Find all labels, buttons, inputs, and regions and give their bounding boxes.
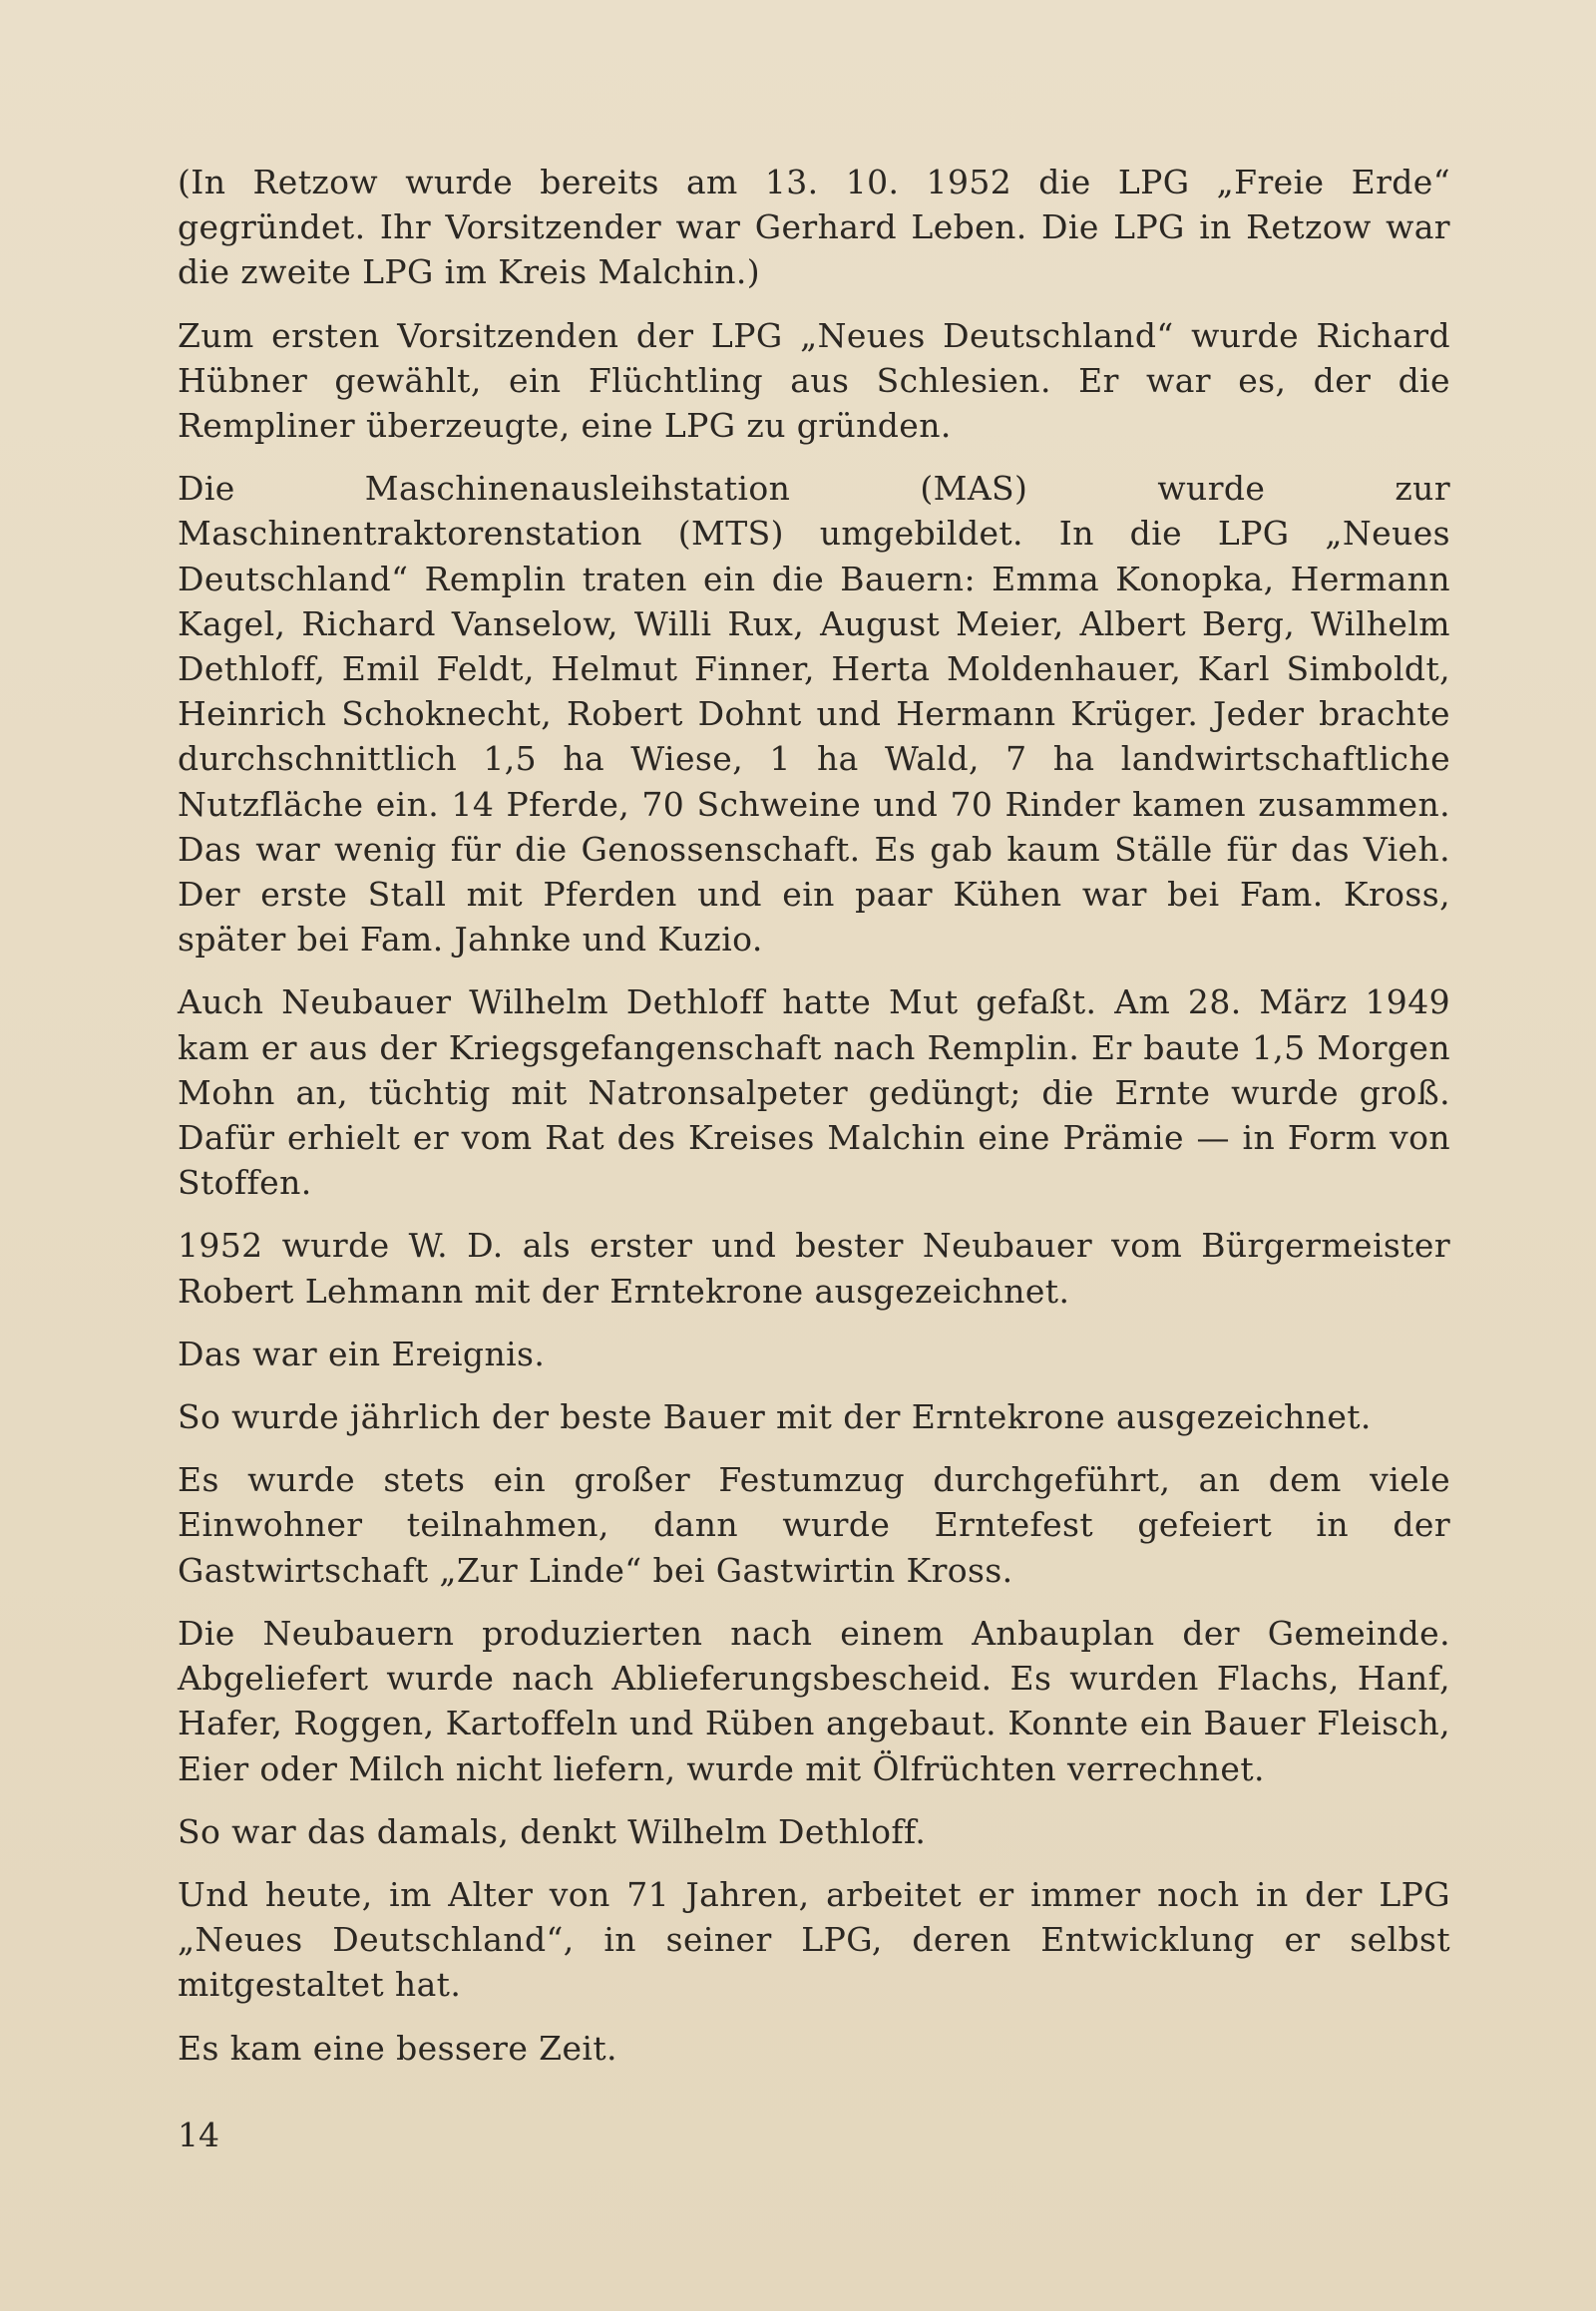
paragraph-heute: Und heute, im Alter von 71 Jahren, arbeitet er immer noch in der LPG „Neues Deutschland“, in seiner LPG, deren Entwicklung er selbst mitgestaltet hat. [178,1874,1450,2005]
paragraph-retzow-lpg: (In Retzow wurde bereits am 13. 10. 1952 die LPG „Freie Erde“ gegründet. Ihr Vorsitzender war Gerhard Leben. Die LPG in Retzow war die zweite LPG im Kreis Malchin.) [178,163,1450,292]
paragraph-bessere-zeit: Es kam eine bessere Zeit. [178,2028,617,2068]
paragraph-festumzug: Es wurde stets ein großer Festumzug durchgeführt, an dem viele Einwohner teilnahmen, dann wurde Erntefest gefeiert in der Gastwirtschaft „Zur Linde“ bei Gastwirtin Kross. [178,1460,1450,1590]
paragraph-wilhelm-dethloff: Auch Neubauer Wilhelm Dethloff hatte Mut gefaßt. Am 28. März 1949 kam er aus der Kriegsgefangenschaft nach Remplin. Er baute 1,5 Morgen Mohn an, tüchtig mit Natronsalpeter gedüngt; die Ernte wurde groß. Dafür erhielt er vom Rat des Kreises Malchin eine Prämie — in Form von Stoffen. [178,982,1450,1203]
paragraph-anbauplan: Die Neubauern produzierten nach einem Anbauplan der Gemeinde. Abgeliefert wurde nach Ablieferungsbescheid. Es wurden Flachs, Hanf, Hafer, Roggen, Kartoffeln und Rüben angebaut. Konnte ein Bauer Fleisch, Eier oder Milch nicht liefern, wurde mit Ölfrüchten verrechnet. [178,1613,1450,1788]
paragraph-jaehrlich: So wurde jährlich der beste Bauer mit der Erntekrone ausgezeichnet. [178,1397,1372,1437]
paragraph-erntekrone-1952: 1952 wurde W. D. als erster und bester Neubauer vom Bürgermeister Robert Lehmann mit der Erntekrone ausgezeichnet. [178,1226,1450,1311]
page-number: 14 [178,2116,219,2154]
paragraph-first-chairman: Zum ersten Vorsitzenden der LPG „Neues Deutschland“ wurde Richard Hübner gewählt, ein Flüchtling aus Schlesien. Er war es, der die Rempliner überzeugte, eine LPG zu gründen. [178,315,1450,446]
paragraph-mts-members: Die Maschinenausleihstation (MAS) wurde zur Maschinentraktorenstation (MTS) umgebildet. In die LPG „Neues Deutschland“ Remplin traten ein die Bauern: Emma Konopka, Hermann Kagel, Richard Vanselow, Willi Rux, August Meier, Albert Berg, Wilhelm Dethloff, Emil Feldt, Helmut Finner, Herta Moldenhauer, Karl Simboldt, Heinrich Schoknecht, Robert Dohnt und Hermann Krüger. Jeder brachte durchschnittlich 1,5 ha Wiese, 1 ha Wald, 7 ha landwirtschaftliche Nutzfläche ein. 14 Pferde, 70 Schweine und 70 Rinder kamen zusammen. Das war wenig für die Genossenschaft. Es gab kaum Ställe für das Vieh. Der erste Stall mit Pferden und ein paar Kühen war bei Fam. Kross, später bei Fam. Jahnke und Kuzio. [178,469,1450,960]
body-text [178,160,1450,2089]
paragraph-damals: So war das damals, denkt Wilhelm Dethloff. [178,1811,927,1851]
paragraph-ereignis: Das war ein Ereignis. [178,1334,546,1373]
